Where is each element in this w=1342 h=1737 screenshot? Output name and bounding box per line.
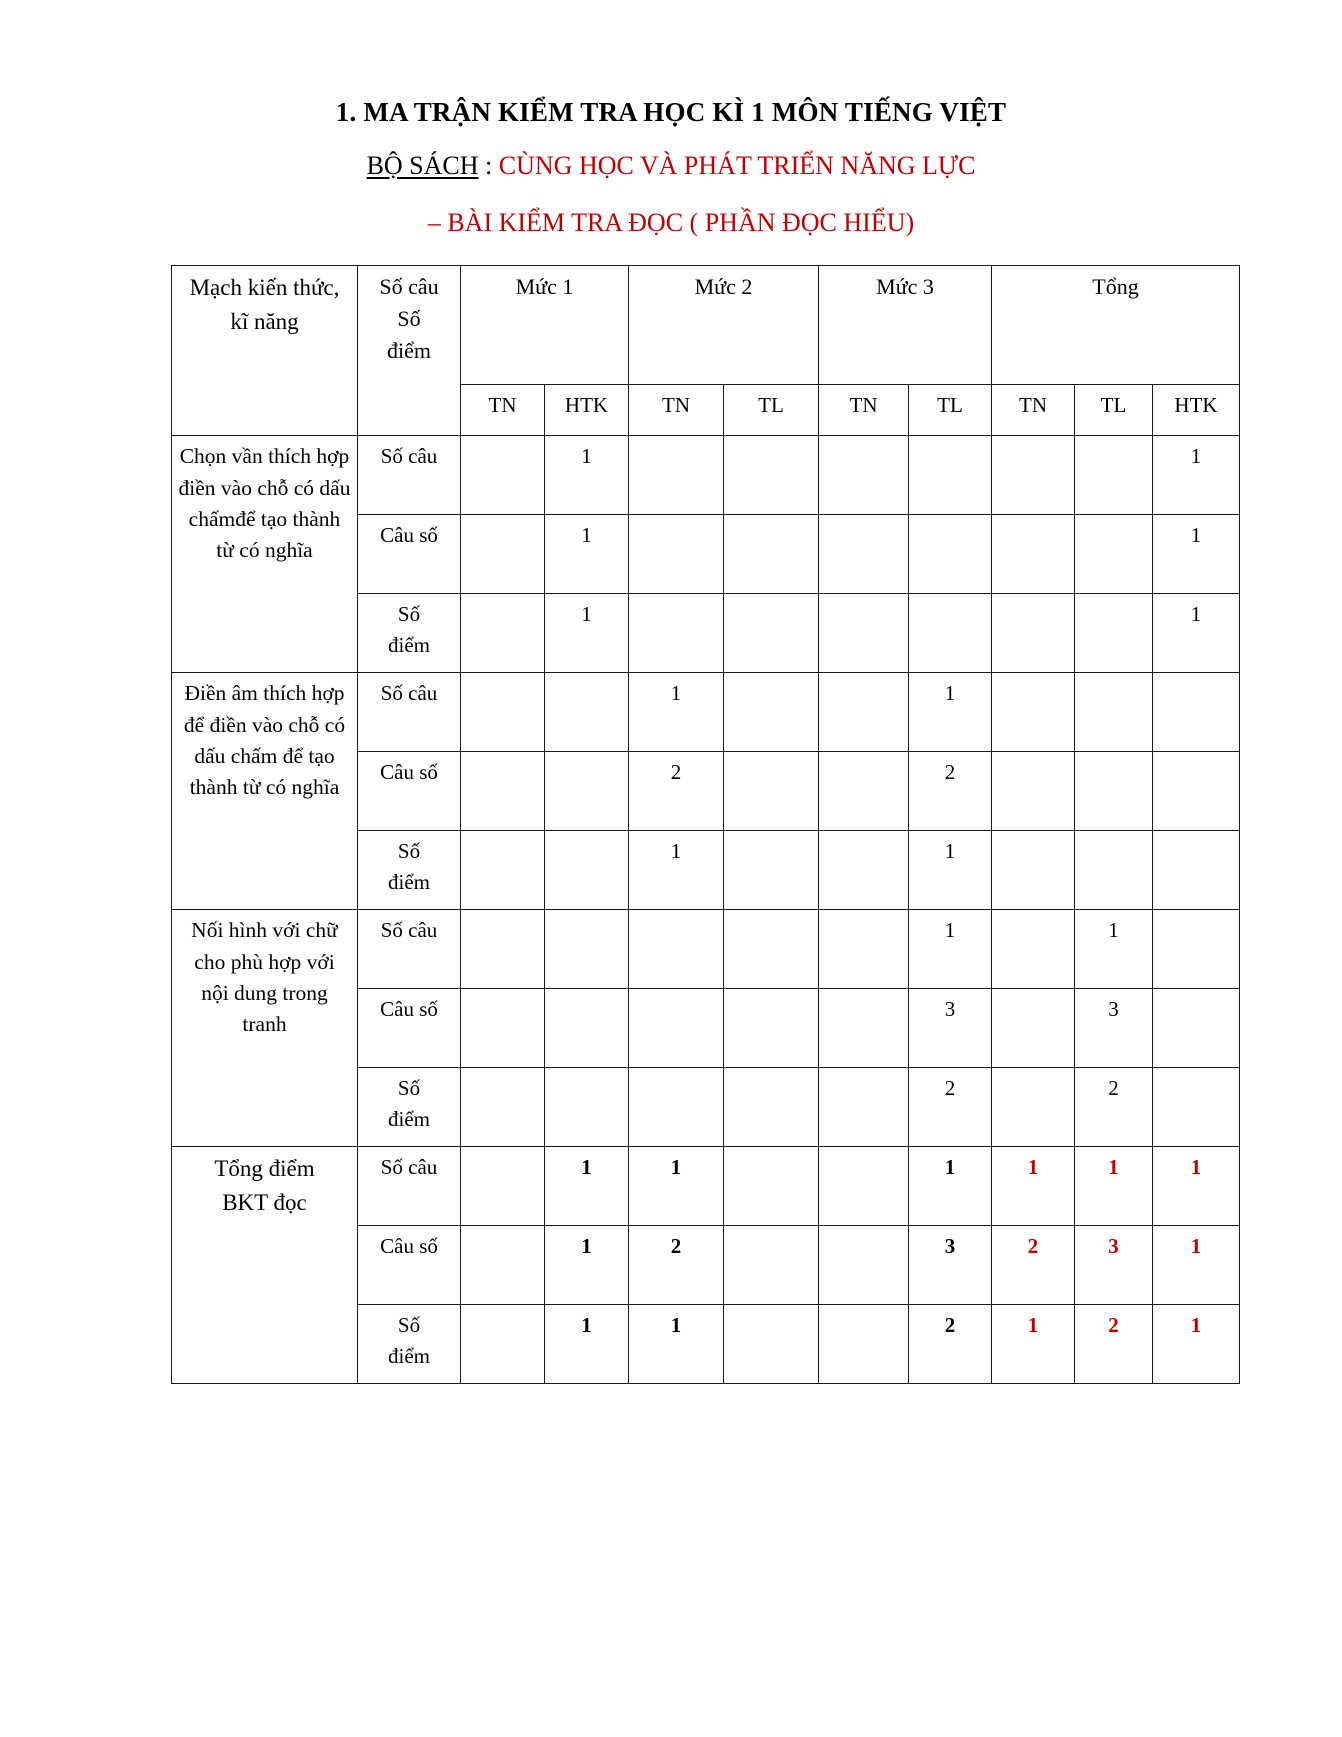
row-kind-label: Câu số bbox=[358, 989, 461, 1068]
table-row bbox=[172, 910, 1240, 989]
table-body bbox=[172, 436, 1240, 1384]
subheader-m1-tn: TN bbox=[461, 385, 545, 436]
cell-m2-tl bbox=[724, 752, 819, 831]
cell-m1-tn bbox=[461, 1226, 545, 1305]
cell-m3-tn bbox=[819, 910, 909, 989]
cell-total-tl: 3 bbox=[1075, 1226, 1153, 1305]
cell-m3-tn bbox=[819, 989, 909, 1068]
cell-m1-tn bbox=[461, 436, 545, 515]
table-row bbox=[172, 436, 1240, 515]
cell-m3-tl bbox=[909, 594, 992, 673]
cell-total-tl bbox=[1075, 515, 1153, 594]
cell-m2-tn bbox=[629, 594, 724, 673]
cell-total-htk: 1 bbox=[1153, 1147, 1240, 1226]
row-kind-label bbox=[358, 1068, 461, 1147]
cell-total-tl: 1 bbox=[1075, 910, 1153, 989]
cell-total-tl: 2 bbox=[1075, 1305, 1153, 1384]
exam-matrix-table bbox=[171, 265, 1240, 1384]
skill-cell-1: Điền âm thích hợp để điền vào chỗ có dấu chấm để tạo thành từ có nghĩa bbox=[172, 673, 358, 910]
cell-m3-tn bbox=[819, 436, 909, 515]
subtitle-colon: : bbox=[478, 151, 499, 181]
cell-total-htk bbox=[1153, 1068, 1240, 1147]
cell-total-tn bbox=[992, 910, 1075, 989]
cell-total-htk bbox=[1153, 752, 1240, 831]
row-kind-label bbox=[358, 831, 461, 910]
cell-total-tl bbox=[1075, 594, 1153, 673]
subheader-total-tn: TN bbox=[992, 385, 1075, 436]
row-kind-line1: Số bbox=[397, 602, 421, 627]
cell-m2-tn bbox=[629, 515, 724, 594]
cell-total-htk bbox=[1153, 910, 1240, 989]
row-kind-label: Câu số bbox=[358, 515, 461, 594]
cell-total-htk: 1 bbox=[1153, 515, 1240, 594]
row-kind-line2: điểm bbox=[388, 1343, 430, 1368]
cell-m3-tl: 3 bbox=[909, 1226, 992, 1305]
cell-m3-tn bbox=[819, 831, 909, 910]
row-kind-line1: Số bbox=[397, 1313, 421, 1338]
cell-total-tn bbox=[992, 436, 1075, 515]
cell-total-htk: 1 bbox=[1153, 1305, 1240, 1384]
cell-m1-htk: 1 bbox=[545, 1305, 629, 1384]
cell-m2-tn bbox=[629, 436, 724, 515]
cell-m3-tl bbox=[909, 436, 992, 515]
table-row-summary bbox=[172, 1147, 1240, 1226]
cell-m2-tn: 1 bbox=[629, 831, 724, 910]
cell-m1-htk bbox=[545, 1068, 629, 1147]
row-kind-line2: điểm bbox=[388, 869, 430, 894]
cell-total-htk: 1 bbox=[1153, 1226, 1240, 1305]
cell-total-tl: 1 bbox=[1075, 1147, 1153, 1226]
subtitle-book-set-value: CÙNG HỌC VÀ PHÁT TRIỂN NĂNG LỰC bbox=[498, 151, 976, 181]
row-kind-label bbox=[358, 1305, 461, 1384]
cell-m1-htk: 1 bbox=[545, 1226, 629, 1305]
row-kind-label: Câu số bbox=[358, 752, 461, 831]
cell-m2-tn bbox=[629, 989, 724, 1068]
cell-m1-tn bbox=[461, 594, 545, 673]
cell-m2-tl bbox=[724, 436, 819, 515]
cell-m3-tn bbox=[819, 752, 909, 831]
cell-m3-tl: 2 bbox=[909, 752, 992, 831]
row-kind-label: Số câu bbox=[358, 436, 461, 515]
cell-total-tn bbox=[992, 594, 1075, 673]
cell-m3-tl: 1 bbox=[909, 831, 992, 910]
cell-m2-tn bbox=[629, 910, 724, 989]
row-kind-label: Số câu bbox=[358, 1147, 461, 1226]
cell-total-tl: 2 bbox=[1075, 1068, 1153, 1147]
cell-m3-tl: 3 bbox=[909, 989, 992, 1068]
cell-total-htk bbox=[1153, 831, 1240, 910]
cell-m3-tn bbox=[819, 673, 909, 752]
header-skill: Mạch kiến thức, kĩ năng bbox=[172, 266, 358, 436]
cell-m1-tn bbox=[461, 1147, 545, 1226]
cell-m1-htk bbox=[545, 989, 629, 1068]
cell-total-tn: 1 bbox=[992, 1147, 1075, 1226]
cell-total-tn bbox=[992, 1068, 1075, 1147]
cell-total-tn bbox=[992, 989, 1075, 1068]
page-title: 1. MA TRẬN KIỂM TRA HỌC KÌ 1 MÔN TIẾNG VIỆT bbox=[335, 97, 1007, 127]
cell-total-tl bbox=[1075, 831, 1153, 910]
cell-m3-tl: 1 bbox=[909, 1147, 992, 1226]
cell-m1-htk bbox=[545, 831, 629, 910]
header-kind bbox=[358, 266, 461, 436]
cell-m2-tl bbox=[724, 1305, 819, 1384]
summary-label bbox=[172, 1147, 358, 1384]
cell-total-htk: 1 bbox=[1153, 436, 1240, 515]
row-kind-line2: điểm bbox=[388, 632, 430, 657]
cell-m1-htk bbox=[545, 673, 629, 752]
cell-m2-tn: 1 bbox=[629, 1147, 724, 1226]
cell-m2-tn: 2 bbox=[629, 1226, 724, 1305]
cell-m2-tn bbox=[629, 1068, 724, 1147]
cell-m2-tn: 1 bbox=[629, 1305, 724, 1384]
subheader-m3-tn: TN bbox=[819, 385, 909, 436]
cell-m1-htk: 1 bbox=[545, 594, 629, 673]
subtitle-line-2 bbox=[0, 183, 1342, 240]
cell-total-tn bbox=[992, 831, 1075, 910]
cell-m1-tn bbox=[461, 1305, 545, 1384]
cell-m3-tn bbox=[819, 515, 909, 594]
cell-m1-htk bbox=[545, 752, 629, 831]
subheader-m2-tn: TN bbox=[629, 385, 724, 436]
cell-m2-tl bbox=[724, 831, 819, 910]
cell-m3-tn bbox=[819, 1226, 909, 1305]
row-kind-line2: điểm bbox=[388, 1106, 430, 1131]
cell-m1-tn bbox=[461, 831, 545, 910]
skill-cell-0: Chọn vần thích hợp điền vào chỗ có dấu chấmđể tạo thành từ có nghĩa bbox=[172, 436, 358, 673]
header-level-2: Mức 2 bbox=[629, 266, 819, 385]
cell-m3-tl: 2 bbox=[909, 1305, 992, 1384]
subtitle-line-1 bbox=[0, 128, 1342, 183]
cell-total-tn: 1 bbox=[992, 1305, 1075, 1384]
cell-total-tl bbox=[1075, 752, 1153, 831]
header-kind-line3: điểm bbox=[387, 338, 431, 364]
cell-total-tn bbox=[992, 673, 1075, 752]
summary-label-line1: Tổng điểm bbox=[214, 1156, 315, 1182]
cell-m1-tn bbox=[461, 515, 545, 594]
table-head bbox=[172, 266, 1240, 436]
subheader-total-tl: TL bbox=[1075, 385, 1153, 436]
cell-m3-tl: 2 bbox=[909, 1068, 992, 1147]
cell-m1-htk: 1 bbox=[545, 1147, 629, 1226]
cell-m2-tl bbox=[724, 515, 819, 594]
header-level-1: Mức 1 bbox=[461, 266, 629, 385]
cell-m3-tn bbox=[819, 1147, 909, 1226]
cell-total-tn bbox=[992, 752, 1075, 831]
header-kind-line1: Số câu bbox=[379, 274, 439, 300]
cell-m1-tn bbox=[461, 910, 545, 989]
subheader-m3-tl: TL bbox=[909, 385, 992, 436]
skill-cell-2: Nối hình với chữ cho phù hợp với nội dung trong tranh bbox=[172, 910, 358, 1147]
cell-m1-tn bbox=[461, 989, 545, 1068]
row-kind-label bbox=[358, 594, 461, 673]
subheader-m1-htk: HTK bbox=[545, 385, 629, 436]
matrix-table-container bbox=[171, 265, 1218, 1384]
subtitle-book-set-label: BỘ SÁCH bbox=[366, 151, 479, 181]
subheader-m2-tl: TL bbox=[724, 385, 819, 436]
row-kind-label: Số câu bbox=[358, 910, 461, 989]
cell-total-htk: 1 bbox=[1153, 594, 1240, 673]
cell-m2-tl bbox=[724, 673, 819, 752]
cell-total-tn bbox=[992, 515, 1075, 594]
cell-m3-tl: 1 bbox=[909, 910, 992, 989]
cell-m1-tn bbox=[461, 752, 545, 831]
cell-total-htk bbox=[1153, 989, 1240, 1068]
cell-m3-tn bbox=[819, 1305, 909, 1384]
row-kind-label: Câu số bbox=[358, 1226, 461, 1305]
cell-m2-tn: 2 bbox=[629, 752, 724, 831]
header-total: Tổng bbox=[992, 266, 1240, 385]
cell-m3-tl: 1 bbox=[909, 673, 992, 752]
header-level-3: Mức 3 bbox=[819, 266, 992, 385]
subtitle-test-part: – BÀI KIỂM TRA ĐỌC ( PHẦN ĐỌC HIỂU) bbox=[427, 207, 915, 237]
row-kind-line1: Số bbox=[397, 839, 421, 864]
row-kind-line1: Số bbox=[397, 1076, 421, 1101]
cell-total-tl bbox=[1075, 673, 1153, 752]
cell-m3-tn bbox=[819, 1068, 909, 1147]
cell-total-tl bbox=[1075, 436, 1153, 515]
header-kind-line2: Số bbox=[397, 306, 421, 332]
cell-m1-tn bbox=[461, 673, 545, 752]
cell-m2-tl bbox=[724, 1147, 819, 1226]
cell-m2-tl bbox=[724, 910, 819, 989]
cell-m3-tn bbox=[819, 594, 909, 673]
cell-m1-htk bbox=[545, 910, 629, 989]
cell-total-htk bbox=[1153, 673, 1240, 752]
cell-total-tn: 2 bbox=[992, 1226, 1075, 1305]
cell-m2-tn: 1 bbox=[629, 673, 724, 752]
cell-m1-tn bbox=[461, 1068, 545, 1147]
cell-m2-tl bbox=[724, 594, 819, 673]
row-kind-label: Số câu bbox=[358, 673, 461, 752]
cell-m1-htk: 1 bbox=[545, 436, 629, 515]
cell-m3-tl bbox=[909, 515, 992, 594]
cell-m2-tl bbox=[724, 1068, 819, 1147]
table-header-row-main bbox=[172, 266, 1240, 385]
cell-m2-tl bbox=[724, 989, 819, 1068]
subheader-total-htk: HTK bbox=[1153, 385, 1240, 436]
summary-label-line2: BKT đọc bbox=[222, 1189, 307, 1215]
cell-m1-htk: 1 bbox=[545, 515, 629, 594]
table-row bbox=[172, 673, 1240, 752]
cell-m2-tl bbox=[724, 1226, 819, 1305]
cell-total-tl: 3 bbox=[1075, 989, 1153, 1068]
